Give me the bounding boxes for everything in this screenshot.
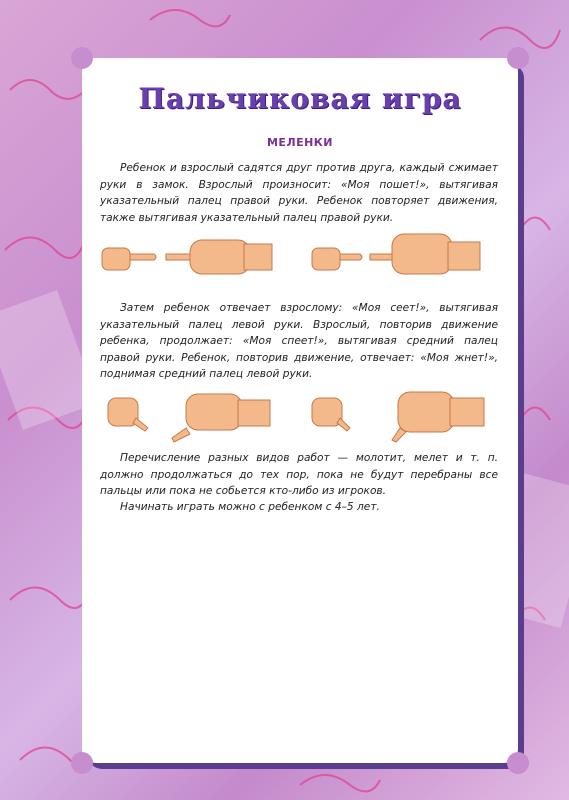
hand-illustration-row-2 bbox=[94, 388, 506, 448]
hand-pair-4-illustration bbox=[312, 392, 484, 442]
hand-illustration-row-1 bbox=[94, 226, 506, 286]
content-card bbox=[82, 58, 518, 763]
paragraph-2: Затем ребенок отвечает взрослому: «Моя сеет!», вытягивая указательный палец левой руки. Взрослый, повторив движение ребенка, продолжает: «Моя спеет!», вытягивая средний палец правой руки. Ребенок, повторив движение, отвечает: «Моя жнет!», поднимая средний палец левой руки. bbox=[100, 302, 498, 380]
paragraph-1: Ребенок и взрослый садятся друг против друга, каждый сжимает руки в замок. Взрослый произносит: «Моя пошет!», вытягивая указательный палец правой руки. Ребенок повторяет движения, также вытягивая указательный палец правой руки. bbox=[100, 162, 498, 224]
paragraph-3: Перечисление разных видов работ — молотит, мелет и т. п. должно продолжаться до тех пор, пока не будут перебраны все пальцы или пока не собьется кто-либо из игроков. bbox=[100, 452, 498, 497]
hand-pair-1-illustration bbox=[102, 240, 272, 274]
frame-corner bbox=[71, 47, 93, 69]
frame-corner bbox=[507, 752, 529, 774]
frame-corner bbox=[507, 47, 529, 69]
page-title: Пальчиковая игра bbox=[138, 82, 462, 115]
game-subtitle: МЕЛЕНКИ bbox=[266, 136, 333, 149]
paragraph-4: Начинать играть можно с ребенком с 4–5 лет. bbox=[120, 501, 380, 513]
hand-pair-3-illustration bbox=[108, 394, 270, 442]
frame-corner bbox=[71, 752, 93, 774]
hand-pair-2-illustration bbox=[312, 234, 480, 274]
